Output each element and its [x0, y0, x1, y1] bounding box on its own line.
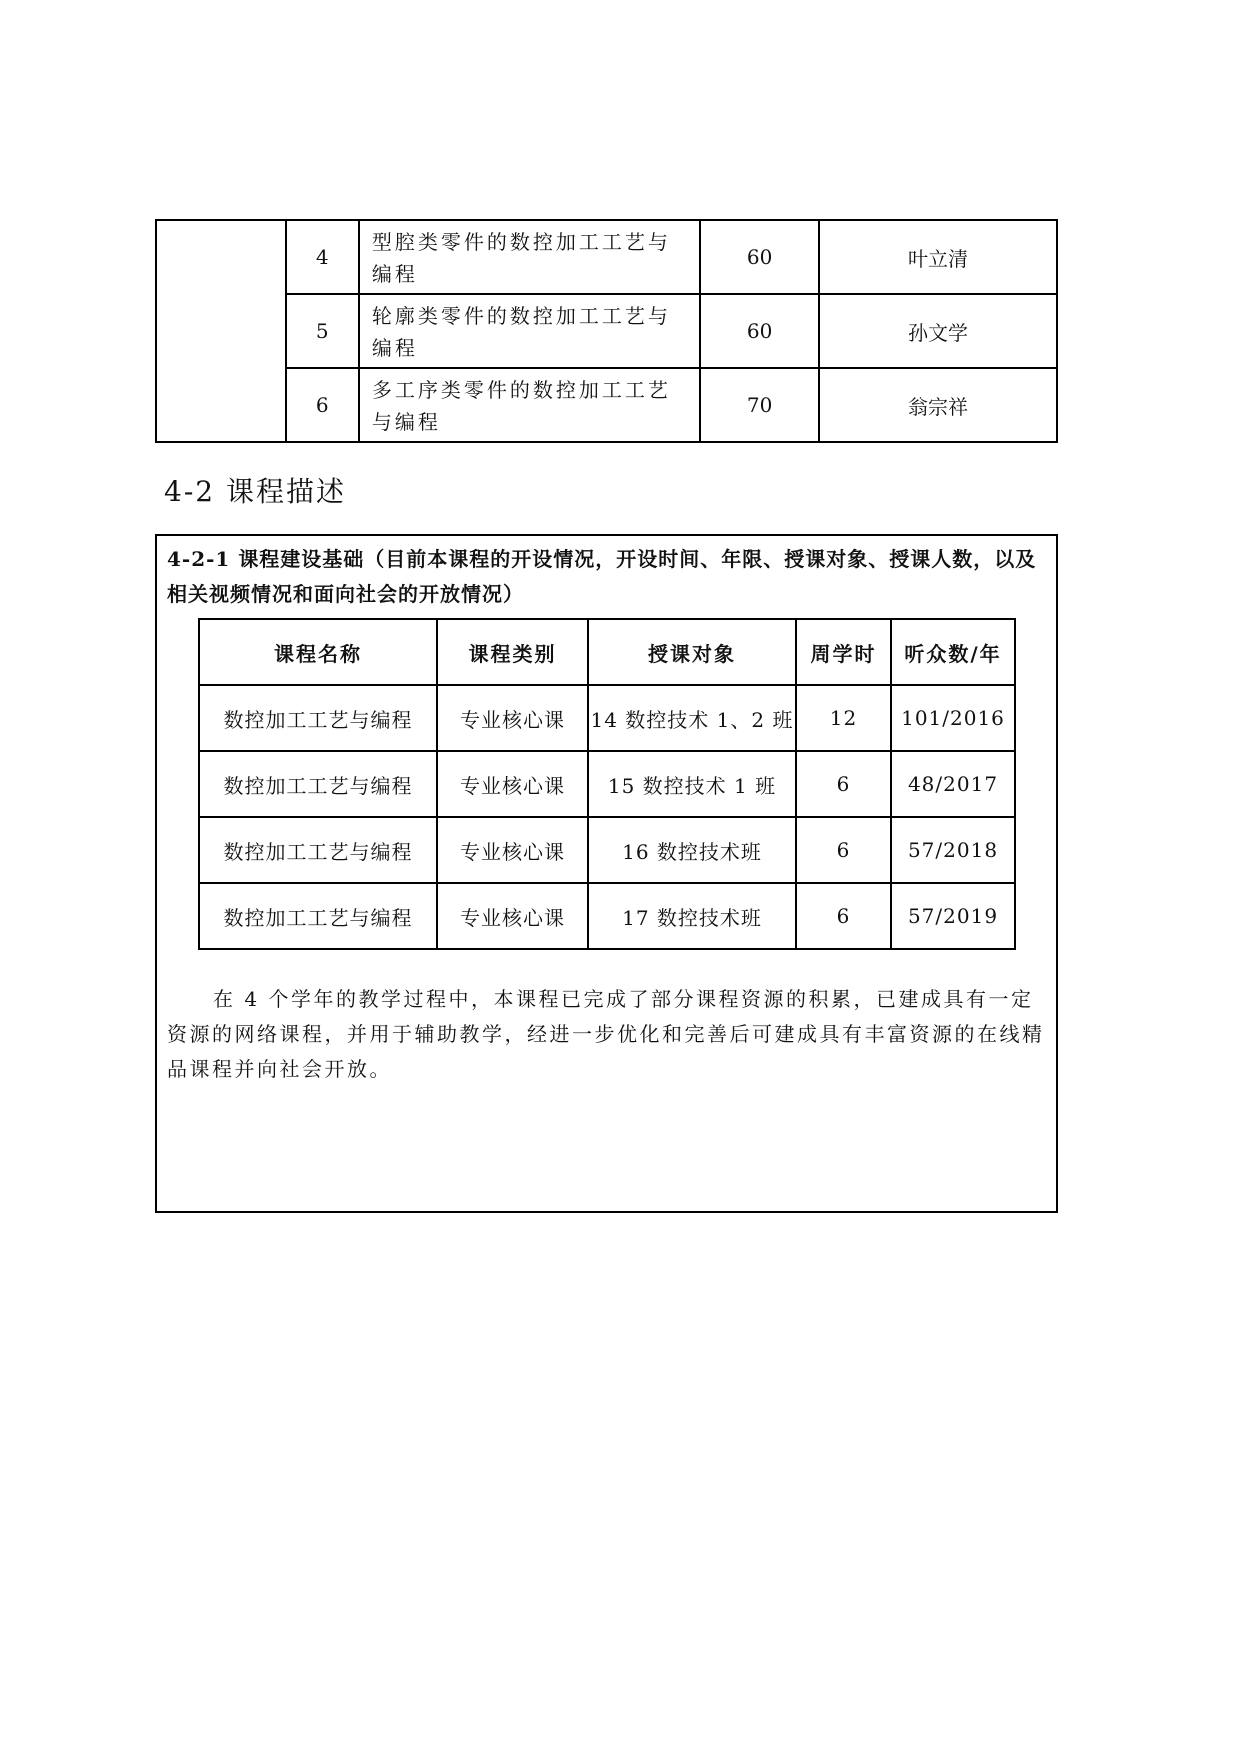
cell-course-type: 专业核心课 [437, 883, 588, 949]
course-offering-table [198, 618, 1016, 950]
unit-number: 5 [286, 294, 359, 368]
table-row [156, 368, 1057, 442]
merged-category-cell [156, 220, 286, 442]
table-row [199, 751, 1015, 817]
cell-course-name: 数控加工工艺与编程 [199, 817, 437, 883]
unit-teacher: 翁宗祥 [819, 368, 1057, 442]
header-audience: 授课对象 [588, 619, 796, 685]
header-course-type: 课程类别 [437, 619, 588, 685]
table-row [199, 685, 1015, 751]
unit-number: 6 [286, 368, 359, 442]
header-weekly-hours: 周学时 [796, 619, 891, 685]
cell-audience: 15 数控技术 1 班 [588, 751, 796, 817]
unit-hours: 60 [700, 220, 819, 294]
header-students-year: 听众数/年 [891, 619, 1015, 685]
cell-course-name: 数控加工工艺与编程 [199, 883, 437, 949]
unit-hours: 70 [700, 368, 819, 442]
cell-weekly-hours: 12 [796, 685, 891, 751]
cell-weekly-hours: 6 [796, 817, 891, 883]
unit-title: 型腔类零件的数控加工工艺与编程 [359, 220, 701, 294]
cell-students-year: 57/2018 [891, 817, 1015, 883]
unit-title: 多工序类零件的数控加工工艺与编程 [359, 368, 701, 442]
cell-students-year: 48/2017 [891, 751, 1015, 817]
table-row [199, 817, 1015, 883]
cell-audience: 17 数控技术班 [588, 883, 796, 949]
cell-weekly-hours: 6 [796, 883, 891, 949]
unit-title: 轮廓类零件的数控加工工艺与编程 [359, 294, 701, 368]
box-heading: 4-2-1 课程建设基础（目前本课程的开设情况，开设时间、年限、授课对象、授课人数，以及相关视频情况和面向社会的开放情况） [167, 547, 1037, 606]
unit-number: 4 [286, 220, 359, 294]
table-row [156, 294, 1057, 368]
cell-students-year: 101/2016 [891, 685, 1015, 751]
cell-course-name: 数控加工工艺与编程 [199, 751, 437, 817]
cell-course-type: 专业核心课 [437, 817, 588, 883]
cell-course-type: 专业核心课 [437, 685, 588, 751]
cell-audience: 16 数控技术班 [588, 817, 796, 883]
course-units-table [155, 219, 1058, 443]
unit-teacher: 孙文学 [819, 294, 1057, 368]
section-heading: 4-2 课程描述 [164, 475, 346, 508]
table-row [199, 883, 1015, 949]
course-foundation-box [155, 534, 1058, 1213]
cell-weekly-hours: 6 [796, 751, 891, 817]
table-header-row [199, 619, 1015, 685]
cell-course-type: 专业核心课 [437, 751, 588, 817]
body-paragraph: 在 4 个学年的教学过程中，本课程已完成了部分课程资源的积累，已建成具有一定资源的网络课程，并用于辅助教学，经进一步优化和完善后可建成具有丰富资源的在线精品课程并向社会开放。 [167, 987, 1045, 1081]
unit-teacher: 叶立清 [819, 220, 1057, 294]
cell-audience: 14 数控技术 1、2 班 [588, 685, 796, 751]
header-course-name: 课程名称 [199, 619, 437, 685]
table-row [156, 220, 1057, 294]
cell-students-year: 57/2019 [891, 883, 1015, 949]
unit-hours: 60 [700, 294, 819, 368]
cell-course-name: 数控加工工艺与编程 [199, 685, 437, 751]
